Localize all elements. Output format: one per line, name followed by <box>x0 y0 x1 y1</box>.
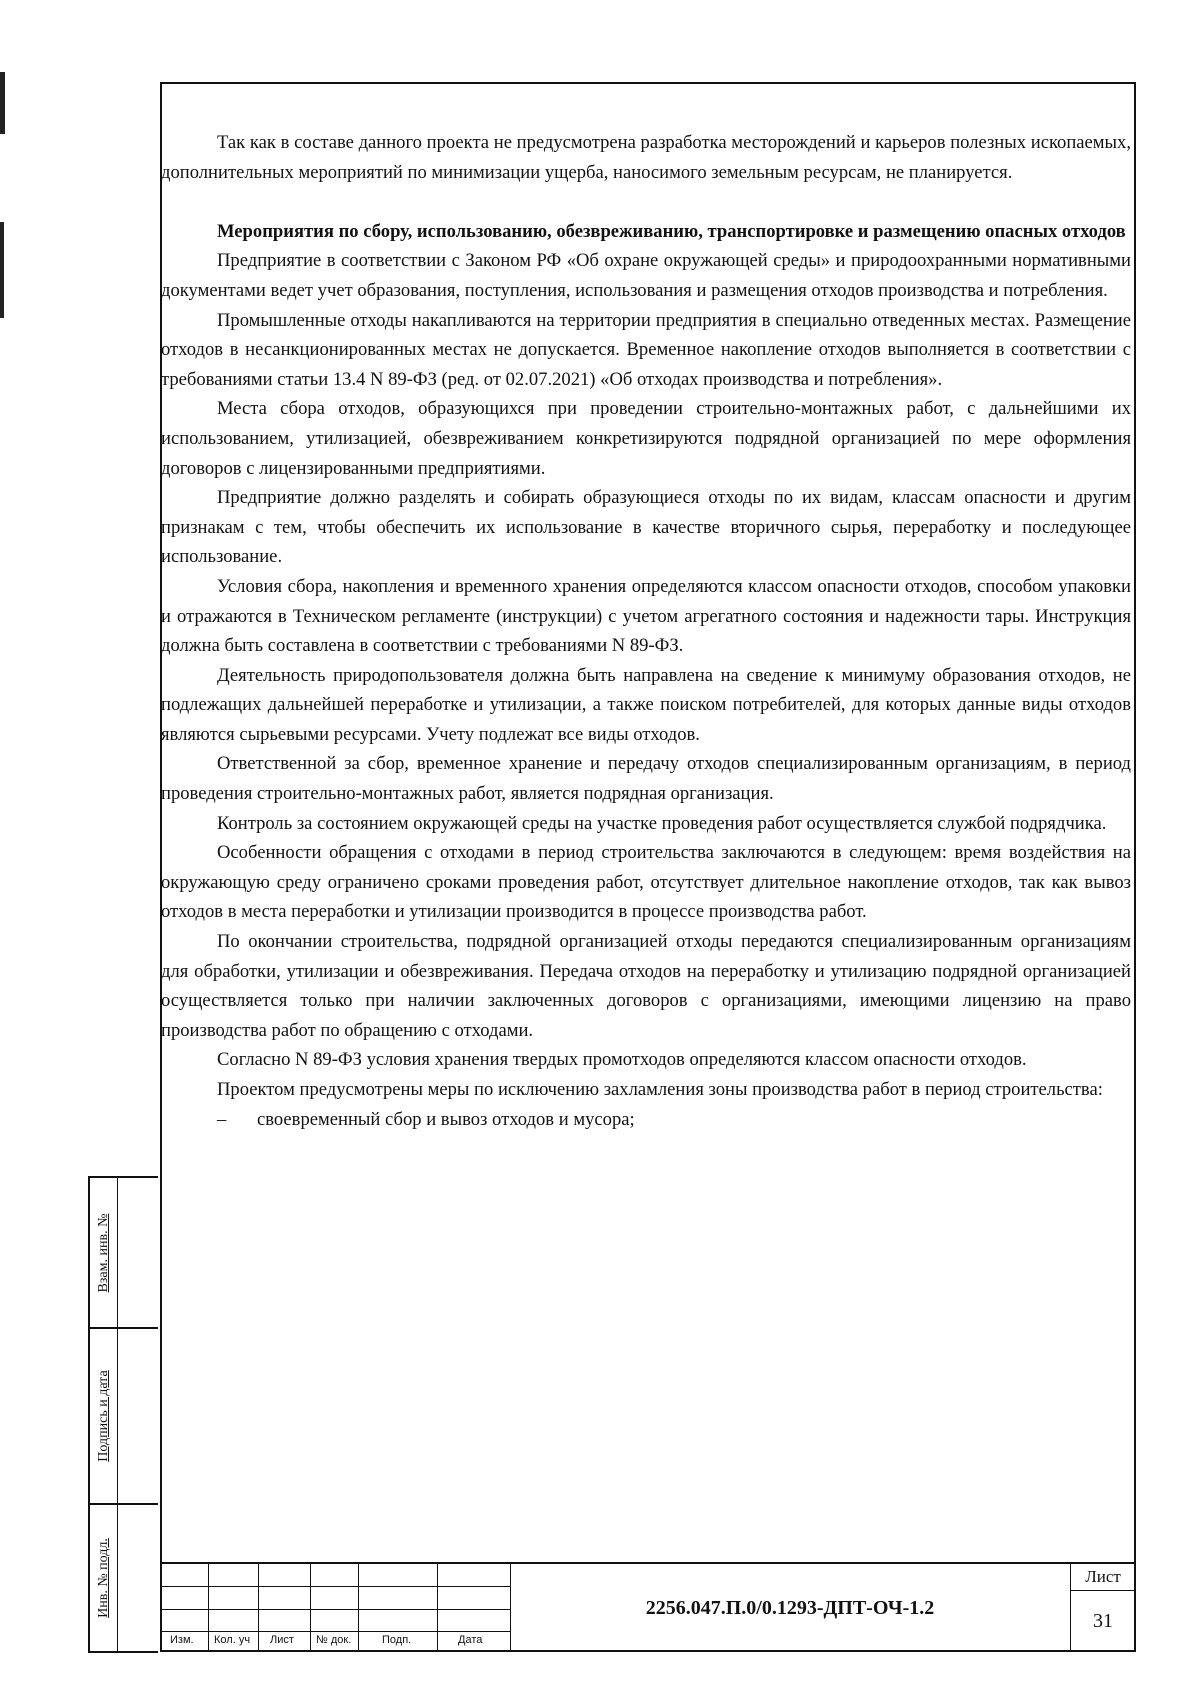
title-block-header: Кол. уч <box>214 1634 251 1646</box>
document-body <box>161 128 1131 1134</box>
paragraph: Предприятие в соответствии с Законом РФ «Об охране окружающей среды» и природоохранными нормативными документами ведет учет образования, поступления, использования и размещения отходов производства и потребления. <box>161 250 1131 301</box>
list-item <box>161 1105 1131 1135</box>
title-block-header: Лист <box>270 1634 294 1646</box>
title-block <box>160 1562 1136 1652</box>
list-item-text: своевременный сбор и вывоз отходов и мусора; <box>257 1108 635 1130</box>
paragraph: Условия сбора, накопления и временного хранения определяются классом опасности отходов, способом упаковки и отражаются в Техническом регламенте (инструкции) с учетом агрегатного состояния и надежности тары. Инструкция должна быть составлена в соответствии с требованиями N 89-ФЗ. <box>161 575 1131 657</box>
scan-artifact <box>0 222 4 318</box>
title-block-header: № док. <box>316 1634 352 1646</box>
paragraph: Места сбора отходов, образующихся при проведении строительно-монтажных работ, с дальнейшими их использованием, утилизацией, обезвреживанием конкретизируются подрядной организацией по мере оформления договоров с лицензированными предприятиями. <box>161 398 1131 479</box>
paragraph: Согласно N 89-ФЗ условия хранения твердых промотходов определяются классом опасности отходов. <box>217 1049 1027 1071</box>
title-block-header: Дата <box>458 1634 483 1646</box>
sheet-cell <box>1070 1564 1135 1652</box>
paragraph: Ответственной за сбор, временное хранение и передачу отходов специализированным организациям, в период проведения строительно-монтажных работ, является подрядная организация. <box>161 753 1131 805</box>
paragraph: Проектом предусмотрены меры по исключению захламления зоны производства работ в период строительства: <box>217 1079 1103 1100</box>
side-stamp-podpis <box>88 1327 158 1505</box>
side-stamp-label: Подпись и дата <box>95 1370 111 1462</box>
paragraph: Контроль за состоянием окружающей среды на участке проведения работ осуществляется службой подрядчика. <box>217 812 1107 834</box>
sheet-number: 31 <box>1093 1610 1113 1632</box>
document-code: 2256.047.П.0/0.1293-ДПТ-ОЧ-1.2 <box>645 1596 935 1619</box>
side-stamp-label: Взам. инв. № <box>95 1213 111 1292</box>
paragraph: Деятельность природопользователя должна быть направлена на сведение к минимуму образования отходов, не подлежащих дальнейшей переработке и утилизации, а также поиском потребителей, для которых данные виды отходов являются сырьевыми ресурсами. Учету подлежат все виды отходов. <box>161 664 1131 745</box>
scan-artifact <box>0 72 5 134</box>
title-block-header: Подп. <box>382 1634 412 1646</box>
sheet-label: Лист <box>1071 1564 1135 1591</box>
side-stamp-inv <box>88 1503 158 1653</box>
side-stamp-vzam <box>88 1176 158 1329</box>
paragraph: Предприятие должно разделять и собирать образующиеся отходы по их видам, классам опасности и другим признакам с тем, чтобы обеспечить их использование в качестве вторичного сырья, переработку и последующее использование. <box>161 487 1131 568</box>
paragraph: По окончании строительства, подрядной организацией отходы передаются специализированным организациям для обработки, утилизации и обезвреживания. Передача отходов на переработку и утилизацию подрядной организацией осуществляется только при наличии заключенных договоров с организациями, имеющими лицензию на право производства работ по обращению с отходами. <box>161 931 1131 1041</box>
paragraph: Особенности обращения с отходами в период строительства заключаются в следующем: время воздействия на окружающую среду ограничено сроками проведения работ, отсутствует длительное накопление отходов, так как вывоз отходов в места переработки и утилизации производится в процессе производства работ. <box>161 842 1131 923</box>
paragraph: Промышленные отходы накапливаются на территории предприятия в специально отведенных местах. Размещение отходов в несанкционированных местах не допускается. Временное накопление отходов выполняется в соответствии с требованиями статьи 13.4 N 89-ФЗ (ред. от 02.07.2021) «Об отходах производства и потребления». <box>161 309 1131 390</box>
title-block-header: Изм. <box>170 1634 194 1646</box>
paragraph: Так как в составе данного проекта не предусмотрена разработка месторождений и карьеров полезных ископаемых, дополнительных мероприятий по минимизации ущерба, наносимого земельным ресурсам, не планируется. <box>161 132 1131 183</box>
side-stamp-label: Инв. № подл. <box>95 1538 111 1618</box>
list-dash: – <box>217 1108 227 1130</box>
spacer <box>161 187 1131 217</box>
section-heading: Мероприятия по сбору, использованию, обезвреживанию, транспортировке и размещению опасных отходов <box>217 220 1126 242</box>
